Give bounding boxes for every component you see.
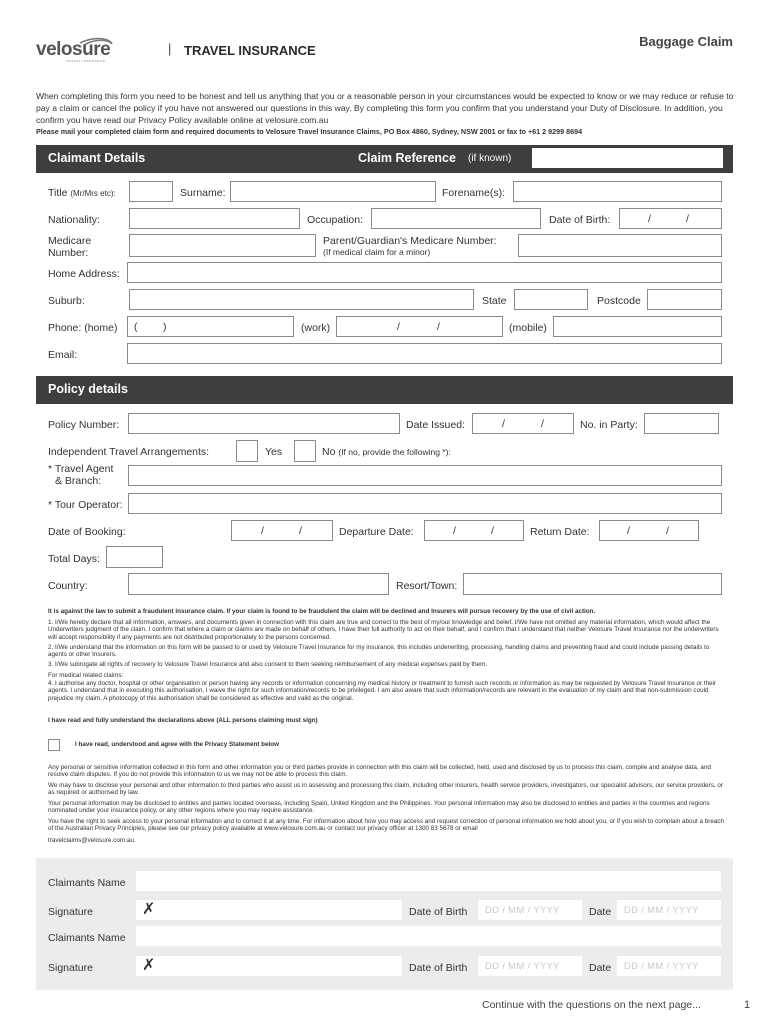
velosure-logo	[36, 36, 116, 64]
date-placeholder-2: DD / MM / YYYY	[624, 961, 699, 972]
dob-label: Date of Birth:	[549, 214, 611, 226]
work-slash-2: /	[437, 321, 440, 333]
date-label-2: Date	[589, 962, 612, 974]
nationality-label: Nationality:	[48, 214, 100, 226]
country-label: Country:	[48, 580, 88, 592]
state-field[interactable]	[514, 289, 588, 310]
continue-note: Continue with the questions on the next page...	[482, 999, 701, 1011]
phone-home-field[interactable]	[127, 316, 294, 337]
declaration-3: 3. I/We subrogate all rights of recovery to Velosure Travel Insurance and also consent to them seeking reimbursement of any medical expenses paid by them.	[48, 661, 488, 668]
state-label: State	[482, 295, 507, 307]
claimant-name-field-2[interactable]	[136, 926, 721, 946]
tour-operator-field[interactable]	[128, 493, 722, 514]
country-field[interactable]	[128, 573, 389, 595]
surname-field[interactable]	[230, 181, 436, 202]
travel-agent-label-1: * Travel Agent	[48, 463, 114, 475]
form-name: Baggage Claim	[639, 34, 733, 49]
dob-placeholder-2: DD / MM / YYYY	[485, 961, 560, 972]
date-placeholder-1: DD / MM / YYYY	[624, 905, 699, 916]
forenames-field[interactable]	[513, 181, 722, 202]
booking-slash-2: /	[299, 525, 302, 537]
phone-work-field[interactable]	[336, 316, 503, 337]
home-address-label: Home Address:	[48, 268, 120, 280]
travel-agent-field[interactable]	[128, 465, 722, 486]
dob-slash-2: /	[686, 213, 689, 225]
intro-paragraph: When completing this form you need to be honest and tell us anything that you or a reasonable person in your circumstances would be expected to know or we may reduce or refuse to pay a claim or cancel the policy if you have not answered our questions in this way. By completing this form you confirm that you understand your Duty of Disclosure. In addition, you confirm you have read our Privacy Policy available online at velosure.com.au	[36, 91, 734, 125]
forenames-label: Forename(s):	[442, 187, 506, 199]
tour-operator-label: * Tour Operator:	[48, 499, 123, 511]
return-slash-1: /	[627, 525, 630, 537]
ita-yes-label: Yes	[265, 446, 283, 458]
date-issued-label: Date Issued:	[406, 419, 465, 431]
date-issued-field[interactable]	[472, 413, 574, 434]
claim-reference-field[interactable]	[532, 148, 723, 168]
booking-field[interactable]	[231, 520, 333, 541]
home-address-field[interactable]	[127, 262, 722, 283]
sign-mark-icon: ✗	[142, 901, 156, 918]
postcode-field[interactable]	[647, 289, 722, 310]
dob-label-1: Date of Birth	[409, 906, 468, 918]
email-label: Email:	[48, 349, 78, 361]
title-field[interactable]	[129, 181, 173, 202]
title-label: Title (Mr/Mrs etc):	[48, 187, 116, 199]
surname-label: Surname:	[180, 187, 226, 199]
signature-field-1[interactable]	[136, 900, 402, 920]
phone-mobile-field[interactable]	[553, 316, 722, 337]
privacy-para-3: Your personal information may be disclosed to entities and parties located overseas, including Spain, United Kingdom and the Philippines. Your personal information may also be disclosed to entities and parties in the countries and regions nominated under your insurance policy, or any other regions where you may require assistance.	[48, 800, 710, 815]
booking-slash-1: /	[261, 525, 264, 537]
phone-work-label: (work)	[301, 322, 331, 334]
resort-field[interactable]	[463, 573, 722, 595]
claimant-name-field-1[interactable]	[136, 871, 721, 891]
dob-placeholder-1: DD / MM / YYYY	[485, 905, 560, 916]
nationality-field[interactable]	[129, 208, 300, 229]
claimant-details-title: Claimant Details	[48, 151, 146, 165]
return-label: Return Date:	[530, 526, 590, 538]
medical-heading: For medical related claims:	[48, 672, 124, 679]
departure-field[interactable]	[424, 520, 524, 541]
work-slash-1: /	[397, 321, 400, 333]
privacy-para-1: Any personal or sensitive information collected in this form and other information you or third parties provide in connection with this claim will be collected, held, used and disclosed by us to process this claim, compile and analyse data, and resolve claim disputes. If you do not provide this information to us we may not be able to process this claim.	[48, 764, 711, 779]
departure-slash-2: /	[491, 525, 494, 537]
signature-label-2: Signature	[48, 962, 93, 974]
policy-number-field[interactable]	[128, 413, 400, 434]
suburb-field[interactable]	[129, 289, 474, 310]
declaration-1: 1. I/We hereby declare that all information, answers, and documents given in connection with this claim are true and correct to the best of my/our knowledge and belief. I/We have not omitted any material information, which would affect the Underwriters judgment of the claim. I confirm that where a claim or claims are made on behalf of others, I have their full authority to act on their behalf, and I confirm that I understand that neither Velosure Travel Insurance nor the underwriters will accept responsibility if any payments are not distributed proportionately to the persons concerned.	[48, 619, 719, 641]
ita-no-checkbox[interactable]	[294, 440, 316, 462]
occupation-field[interactable]	[371, 208, 541, 229]
signature-field-2[interactable]	[136, 956, 402, 976]
privacy-para-2: We may have to disclose your personal and other information to third parties who assist us in assessing and processing this claim, including other insurers, health service providers, investigators, our specialist advisors, our service providers, or as required or authorised by law.	[48, 782, 724, 797]
privacy-checkbox[interactable]	[48, 739, 60, 751]
phone-mobile-label: (mobile)	[509, 322, 547, 334]
parent-medicare-hint: (If medical claim for a minor)	[323, 247, 431, 257]
phone-paren-close: )	[163, 321, 167, 333]
issued-slash-1: /	[502, 418, 505, 430]
claimant-name-label-1: Claimants Name	[48, 877, 126, 889]
medicare-label-1: Medicare	[48, 235, 92, 247]
medicare-label-2: Number:	[48, 247, 89, 259]
sign-mark-icon: ✗	[142, 957, 156, 974]
claimant-name-label-2: Claimants Name	[48, 932, 126, 944]
page-number: 1	[744, 999, 751, 1011]
dob-label-2: Date of Birth	[409, 962, 468, 974]
policy-number-label: Policy Number:	[48, 419, 120, 431]
occupation-label: Occupation:	[307, 214, 364, 226]
suburb-label: Suburb:	[48, 295, 85, 307]
declaration-2: 2. I/We understand that the information on this form will be passed to or used by Velosure Travel Insurance for my insurance, this includes underwriting, processing, handling claims and preventing fraud and could include passing details to agents or other Insurers.	[48, 644, 710, 659]
phone-home-label: Phone: (home)	[48, 322, 118, 334]
party-field[interactable]	[644, 413, 719, 434]
total-days-field[interactable]	[106, 546, 163, 568]
medicare-field[interactable]	[129, 234, 316, 257]
postcode-label: Postcode	[597, 295, 641, 307]
claim-reference-hint: (if known)	[468, 153, 512, 164]
departure-label: Departure Date:	[339, 526, 414, 538]
travel-agent-label-2: & Branch:	[55, 475, 102, 487]
privacy-agree-label: I have read, understood and agree with the Privacy Statement below	[75, 741, 280, 748]
dob-slash-1: /	[648, 213, 651, 225]
issued-slash-2: /	[541, 418, 544, 430]
return-field[interactable]	[599, 520, 699, 541]
policy-details-title: Policy details	[48, 382, 128, 396]
dob-field[interactable]	[619, 208, 722, 229]
ita-yes-checkbox[interactable]	[236, 440, 258, 462]
ita-no-label: No (If no, provide the following *):	[322, 446, 451, 458]
policy-details-header	[36, 376, 733, 404]
declaration-4: 4. I authorise any doctor, hospital or other organisation or person having any records or information concerning my medical history or treatment to furnish such records or information as may be requested by Velosure Travel Insurance or their agents. I understand that in executing this authorisation, I waive the right for such information/records to be privileged. I am also aware that such information/records are relevant in the evaluation of my claim and that non-submission could prejudice my claim. A photocopy of this authorisation shall be considered as effective and valid as the original.	[48, 680, 717, 702]
booking-label: Date of Booking:	[48, 526, 126, 538]
mail-instructions: Please mail your completed claim form and required documents to Velosure Travel Insurance Claims, PO Box 4860, Sydney, NSW 2001 or fax to +61 2 9299 8694	[36, 127, 583, 136]
return-slash-2: /	[666, 525, 669, 537]
header-divider: |	[168, 41, 172, 56]
party-label: No. in Party:	[580, 419, 638, 431]
parent-medicare-field[interactable]	[518, 234, 722, 257]
logo-tagline: TRAVEL INSURANCE	[66, 59, 106, 63]
departure-slash-1: /	[453, 525, 456, 537]
date-label-1: Date	[589, 906, 612, 918]
total-days-label: Total Days:	[48, 553, 100, 565]
page-title: TRAVEL INSURANCE	[184, 43, 316, 58]
read-all-statement: I have read and fully understand the declarations above (ALL persons claiming must sign)	[48, 717, 318, 724]
privacy-para-4: You have the right to seek access to your personal information and to correct it at any time. For information about how you may access and request correction of personal information we hold about you, or if you wish to complain about a breach of the Australian Privacy Principles, please see our privacy policy available at www.velosure.com.au or contact our privacy officer at 1300 83 5678 or email	[48, 818, 725, 833]
ita-label: Independent Travel Arrangements:	[48, 446, 210, 458]
parent-medicare-label: Parent/Guardian's Medicare Number:	[323, 235, 497, 247]
logo-text: velosure	[36, 39, 111, 60]
privacy-email: travelclaims@velosure.com.au.	[48, 837, 136, 844]
phone-paren-open: (	[134, 321, 138, 333]
email-field[interactable]	[127, 343, 722, 364]
fraud-warning: It is against the law to submit a fraudulent insurance claim. If your claim is found to be fraudulent the claim will be declined and Insurers will pursue recovery by the use of civil action.	[48, 608, 596, 615]
signature-label-1: Signature	[48, 906, 93, 918]
resort-label: Resort/Town:	[396, 580, 458, 592]
claim-reference-label: Claim Reference	[358, 151, 456, 165]
